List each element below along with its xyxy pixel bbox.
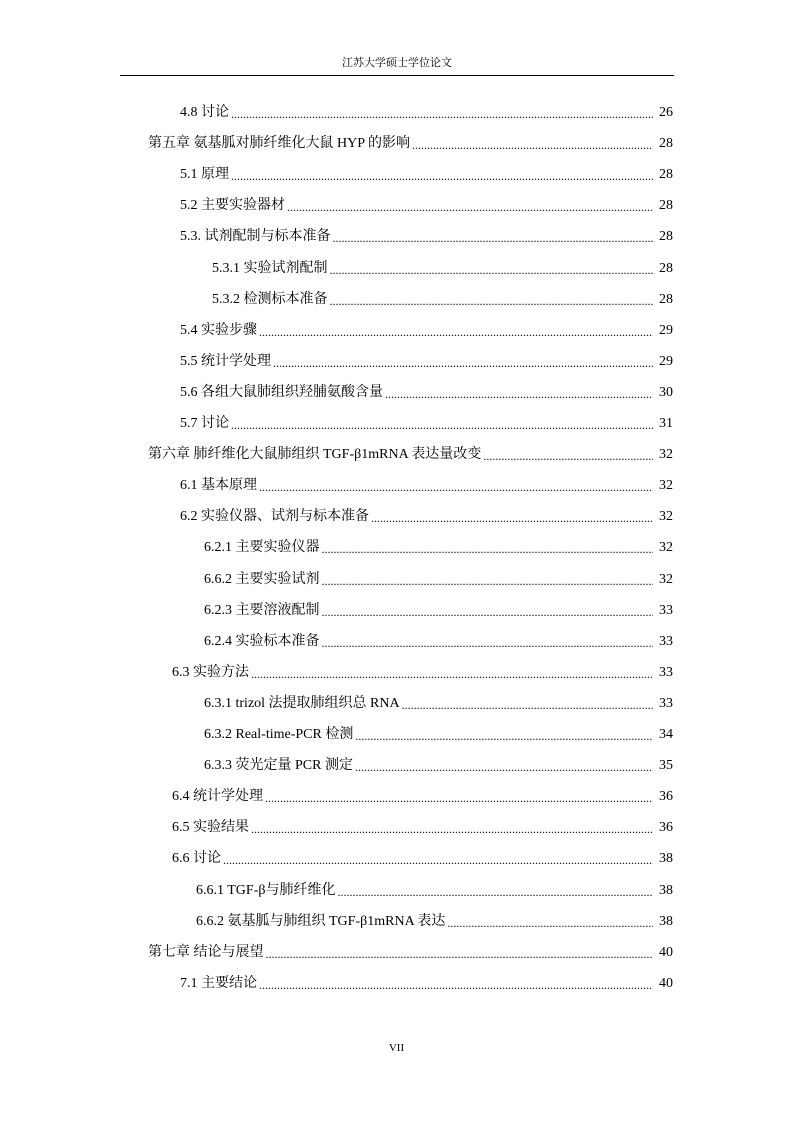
- toc-entry-page: 32: [659, 540, 673, 556]
- toc-entry-page: 38: [659, 882, 673, 898]
- toc-entry-title: 6.6.2 氨基胍与肺组织 TGF-β1mRNA 表达: [196, 913, 446, 929]
- toc-entry-title: 第七章 结论与展望: [148, 944, 264, 960]
- toc-entry-page: 28: [659, 229, 673, 245]
- toc-leader-dots: [322, 541, 654, 557]
- toc-entry-title: 5.1 原理: [180, 167, 229, 183]
- toc-leader-dots: [273, 355, 653, 371]
- toc-leader-dots: [330, 293, 654, 309]
- toc-leader-dots: [371, 510, 653, 526]
- toc-entry-title: 7.1 主要结论: [180, 975, 257, 991]
- toc-entry-title: 5.7 讨论: [180, 416, 229, 431]
- toc-entry-page: 38: [659, 913, 673, 929]
- toc-entry[interactable]: [172, 846, 673, 868]
- toc-entry-page: 28: [659, 260, 673, 276]
- toc-entry-title: 6.2.3 主要溶液配制: [204, 602, 320, 618]
- toc-entry[interactable]: [204, 598, 673, 620]
- toc-leader-dots: [385, 386, 653, 402]
- toc-leader-dots: [287, 199, 653, 215]
- toc-entry[interactable]: [148, 940, 673, 962]
- toc-entry[interactable]: [204, 567, 673, 589]
- toc-leader-dots: [266, 946, 654, 962]
- toc-entry-title: 6.2.4 实验标本准备: [204, 633, 320, 649]
- toc-entry[interactable]: [172, 784, 673, 806]
- toc-entry-page: 36: [659, 820, 673, 836]
- toc-entry-page: 33: [659, 602, 673, 618]
- toc-entry-title: 6.6.1 TGF-β与肺纤维化: [196, 882, 336, 898]
- toc-leader-dots: [483, 448, 653, 464]
- toc-entry-page: 32: [659, 447, 673, 463]
- toc-entry-page: 29: [659, 322, 673, 338]
- toc-entry[interactable]: [180, 224, 673, 246]
- toc-entry-page: 33: [659, 695, 673, 711]
- toc-entry[interactable]: [180, 193, 673, 215]
- toc-entry-page: 40: [659, 975, 673, 991]
- toc-entry[interactable]: [180, 162, 673, 184]
- toc-leader-dots: [447, 915, 653, 931]
- toc-entry-title: 6.6.2 主要实验试剂: [204, 571, 320, 587]
- toc-leader-dots: [333, 230, 654, 246]
- toc-leader-dots: [251, 821, 653, 837]
- toc-entry[interactable]: [180, 380, 673, 402]
- toc-entry-page: 28: [659, 198, 673, 214]
- toc-entry[interactable]: [204, 753, 673, 775]
- toc-leader-dots: [265, 790, 653, 806]
- toc-entry-page: 28: [659, 136, 673, 152]
- running-header: 江苏大学硕士学位论文: [120, 55, 674, 76]
- toc-entry[interactable]: [148, 131, 673, 153]
- toc-entry-title: 6.3.2 Real-time-PCR 检测: [204, 727, 354, 742]
- toc-leader-dots: [231, 168, 653, 184]
- toc-entry[interactable]: [180, 473, 673, 495]
- toc-leader-dots: [259, 479, 653, 495]
- toc-leader-dots: [322, 573, 654, 589]
- toc-entry-title: 5.2 主要实验器材: [180, 198, 285, 214]
- toc-leader-dots: [223, 852, 653, 868]
- toc-entry-page: 38: [659, 851, 673, 867]
- toc-entry-title: 5.5 统计学处理: [180, 353, 271, 369]
- toc-entry-title: 第六章 肺纤维化大鼠肺组织 TGF-β1mRNA 表达量改变: [148, 447, 482, 463]
- toc-entry-title: 6.4 统计学处理: [172, 789, 263, 805]
- toc-entry-title: 第五章 氨基胍对肺纤维化大鼠 HYP 的影响: [148, 136, 410, 152]
- toc-entry-title: 6.1 基本原理: [180, 478, 257, 494]
- toc-entry-title: 6.3.1 trizol 法提取肺组织总 RNA: [204, 695, 400, 711]
- toc-entry-page: 28: [659, 167, 673, 183]
- toc-entry-title: 5.6 各组大鼠肺组织羟脯氨酸含量: [180, 384, 383, 400]
- toc-entry-title: 6.5 实验结果: [172, 820, 249, 836]
- toc-entry-title: 6.3 实验方法: [172, 664, 249, 680]
- toc-entry-page: 32: [659, 571, 673, 587]
- toc-entry-page: 40: [659, 944, 673, 960]
- toc-entry[interactable]: [196, 909, 673, 931]
- toc-leader-dots: [251, 666, 653, 682]
- toc-leader-dots: [412, 137, 653, 153]
- toc-leader-dots: [231, 106, 653, 122]
- page-number: VII: [388, 1042, 405, 1054]
- toc-entry-title: 6.2.1 主要实验仪器: [204, 540, 320, 556]
- toc-entry[interactable]: [180, 100, 673, 122]
- toc-entry-page: 30: [659, 384, 673, 400]
- toc-leader-dots: [355, 728, 653, 744]
- toc-entry-page: 28: [659, 291, 673, 307]
- toc-leader-dots: [322, 635, 654, 651]
- toc-entry-title: 6.6 讨论: [172, 851, 221, 867]
- toc-leader-dots: [402, 697, 653, 713]
- toc-entry[interactable]: [172, 660, 673, 682]
- toc-entry[interactable]: [204, 691, 673, 713]
- toc-entry-page: 32: [659, 478, 673, 494]
- toc-leader-dots: [231, 417, 653, 433]
- toc-entry[interactable]: [212, 256, 673, 278]
- toc-entry[interactable]: [172, 815, 673, 837]
- toc-leader-dots: [322, 604, 654, 620]
- toc-entry-page: 33: [659, 664, 673, 680]
- toc-leader-dots: [259, 324, 653, 340]
- toc-entry-page: 32: [659, 509, 673, 525]
- toc-entry[interactable]: [180, 349, 673, 371]
- toc-entry[interactable]: [212, 287, 673, 309]
- toc-leader-dots: [330, 262, 654, 278]
- toc-leader-dots: [355, 759, 653, 775]
- toc-leader-dots: [337, 884, 653, 900]
- toc-entry-page: 29: [659, 353, 673, 369]
- toc-entry-title: 6.2 实验仪器、试剂与标本准备: [180, 509, 369, 525]
- toc-entry-page: 31: [659, 416, 673, 431]
- toc-entry-title: 5.3. 试剂配制与标本准备: [180, 229, 331, 245]
- toc-entry[interactable]: [180, 504, 673, 526]
- toc-entry-title: 5.3.1 实验试剂配制: [212, 260, 328, 276]
- toc-entry-page: 26: [659, 105, 673, 120]
- toc-entry[interactable]: [180, 318, 673, 340]
- toc-entry[interactable]: [204, 535, 673, 557]
- toc-entry-page: 34: [659, 727, 673, 742]
- toc-entry[interactable]: [180, 411, 673, 433]
- toc-entry[interactable]: [196, 878, 673, 900]
- toc-entry[interactable]: [180, 971, 673, 993]
- toc-entry[interactable]: [204, 629, 673, 651]
- toc-entry-page: 33: [659, 633, 673, 649]
- toc-entry-title: 5.3.2 检测标本准备: [212, 291, 328, 307]
- toc-leader-dots: [259, 977, 653, 993]
- toc-entry-page: 35: [659, 758, 673, 774]
- toc-entry[interactable]: [148, 442, 673, 464]
- toc-entry-title: 5.4 实验步骤: [180, 322, 257, 338]
- toc-entry-title: 6.3.3 荧光定量 PCR 测定: [204, 758, 353, 774]
- toc-entry-page: 36: [659, 789, 673, 805]
- toc-entry-title: 4.8 讨论: [180, 105, 229, 120]
- toc-entry[interactable]: [204, 722, 673, 744]
